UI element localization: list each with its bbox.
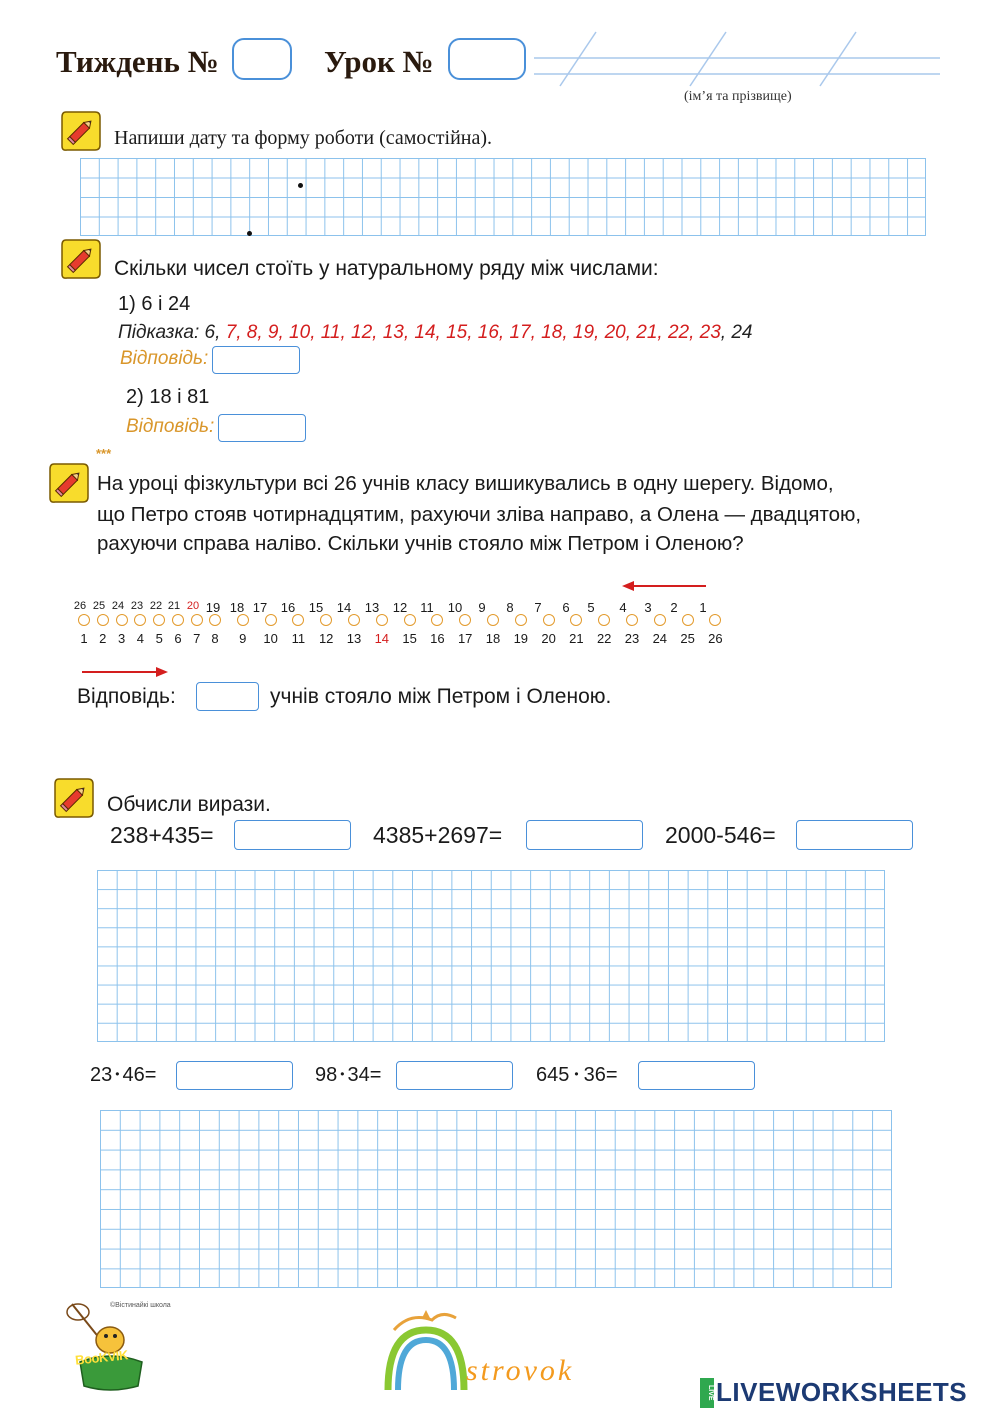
line-bottom-number: 10 [263, 631, 278, 646]
line-bottom-number: 4 [136, 631, 144, 646]
grid-dot [247, 231, 252, 236]
line-top-number: 18 [229, 600, 245, 615]
line-top-number: 19 [205, 600, 221, 615]
student-circle [404, 614, 416, 626]
expr-6: 645 • 36= [536, 1064, 618, 1086]
line-bottom-number: 20 [541, 631, 556, 646]
date-grid[interactable] [80, 158, 926, 236]
student-circle [191, 614, 203, 626]
line-bottom-number: 12 [318, 631, 334, 646]
line-bottom-number: 11 [291, 631, 306, 646]
task2-answer-2-input[interactable] [218, 414, 306, 442]
student-circle [292, 614, 304, 626]
line-top-number: 4 [619, 600, 627, 615]
student-circle [515, 614, 527, 626]
expr-1: 238+435= [110, 822, 214, 848]
line-top-number: 13 [364, 600, 380, 615]
line-top-number: 8 [506, 600, 514, 615]
calc-grid-1[interactable] [97, 870, 885, 1042]
line-bottom-number: 5 [155, 631, 163, 646]
week-number-input[interactable] [232, 38, 292, 80]
week-label: Тиждень № [56, 44, 219, 79]
line-top-number: 3 [644, 600, 652, 615]
student-circle [487, 614, 499, 626]
task3-answer-suffix: учнів стояло між Петром і Оленою. [270, 685, 612, 708]
line-top-number: 6 [562, 600, 570, 615]
expr-5: 98 • 34= [315, 1064, 382, 1086]
task3-line2: що Петро стояв чотирнадцятим, рахуючи зліва направо, а Олена — двадцятою, [97, 503, 862, 526]
line-top-number: 10 [447, 600, 463, 615]
expr-2: 4385+2697= [373, 822, 503, 848]
student-circle [78, 614, 90, 626]
student-circle [97, 614, 109, 626]
line-top-number: 5 [587, 600, 595, 615]
task4-text: Обчисли вирази. [107, 793, 271, 816]
task3-answer-input[interactable] [196, 682, 259, 711]
arrow-left-icon [620, 578, 710, 594]
lesson-number-input[interactable] [448, 38, 526, 80]
student-circle [709, 614, 721, 626]
line-top-number: 15 [308, 600, 324, 615]
student-circle [626, 614, 638, 626]
line-top-number: 24 [111, 600, 125, 612]
task3-line3: рахуючи справа наліво. Скільки учнів стояло між Петром і Оленою? [97, 532, 744, 555]
line-top-number: 17 [252, 600, 268, 615]
student-circle [153, 614, 165, 626]
line-bottom-number: 1 [80, 631, 88, 646]
student-circle [116, 614, 128, 626]
line-bottom-number: 6 [174, 631, 182, 646]
ostrovok-text: strovok [466, 1354, 575, 1387]
lesson-label: Урок № [324, 44, 434, 79]
student-circle [543, 614, 555, 626]
line-bottom-number: 25 [680, 631, 695, 646]
pencil-icon [51, 775, 97, 821]
line-bottom-number: 24 [652, 631, 668, 646]
grid-dot [298, 183, 303, 188]
line-bottom-number: 23 [624, 631, 640, 646]
pencil-icon [58, 108, 104, 154]
student-circle [320, 614, 332, 626]
student-circle [237, 614, 249, 626]
line-bottom-number: 7 [193, 631, 201, 646]
line-bottom-number: 13 [346, 631, 362, 646]
student-circle [598, 614, 610, 626]
line-top-number: 14 [336, 600, 352, 615]
student-circle [654, 614, 666, 626]
pencil-icon [46, 460, 92, 506]
task2-hint: Підказка: 6, 7, 8, 9, 10, 11, 12, 13, 14, 15, 16, 17, 18, 19, 20, 21, 22, 23, 24 [118, 322, 753, 343]
line-top-number: 25 [92, 600, 106, 612]
student-circle [570, 614, 582, 626]
line-top-number: 12 [392, 600, 408, 615]
line-bottom-number: 2 [99, 631, 107, 646]
expr-5-input[interactable] [396, 1061, 513, 1090]
student-circle [209, 614, 221, 626]
liveworksheets-logo: LIVEWORKSHEETS [716, 1377, 968, 1407]
line-top-number: 16 [280, 600, 296, 615]
line-top-number: 2 [670, 600, 678, 615]
pencil-icon [58, 236, 104, 282]
student-circle [134, 614, 146, 626]
calc-grid-2[interactable] [100, 1110, 892, 1288]
line-bottom-number: 18 [485, 631, 501, 646]
task2-answer-label: Відповідь: [120, 348, 209, 369]
line-bottom-number: 26 [708, 631, 723, 646]
line-bottom-number: 22 [596, 631, 612, 646]
line-bottom-number: 9 [239, 631, 247, 646]
line-bottom-number: 3 [117, 631, 126, 646]
expr-3-input[interactable] [796, 820, 913, 850]
expr-1-input[interactable] [234, 820, 351, 850]
student-circle [265, 614, 277, 626]
line-top-number: 26 [73, 600, 87, 612]
line-top-number: 1 [699, 600, 707, 615]
line-top-number: 21 [167, 600, 181, 612]
task3-answer-prefix: Відповідь: [77, 685, 176, 708]
student-circle [376, 614, 388, 626]
task2-answer-label-2: Відповідь: [126, 416, 215, 437]
line-bottom-number: 21 [569, 631, 584, 646]
task3-line1: На уроці фізкультури всі 26 учнів класу вишикувались в одну шерегу. Відомо, [97, 472, 834, 495]
expr-4-input[interactable] [176, 1061, 293, 1090]
line-bottom-number: 17 [457, 631, 473, 646]
task2-part1: 1) 6 і 24 [118, 293, 191, 315]
student-circle [348, 614, 360, 626]
student-circle [459, 614, 471, 626]
line-top-number: 9 [478, 600, 486, 615]
line-bottom-number: 16 [430, 631, 445, 646]
name-lines[interactable] [530, 28, 950, 88]
line-top-number: 23 [130, 600, 144, 612]
task2-text: Скільки чисел стоїть у натуральному ряду між числами: [114, 257, 659, 280]
line-top-number: 22 [149, 600, 163, 612]
student-circle [431, 614, 443, 626]
line-bottom-number: 14 [374, 631, 390, 646]
line-top-number: 20 [186, 600, 200, 612]
line-top-number: 7 [534, 600, 542, 615]
student-circle [682, 614, 694, 626]
publisher-small: ©Вістинайкі школа [110, 1302, 171, 1309]
line-top-number: 11 [420, 600, 434, 615]
line-bottom-number: 19 [513, 631, 529, 646]
expr-4: 23 • 46= [90, 1064, 157, 1086]
arrow-right-icon [80, 664, 170, 680]
student-circle [172, 614, 184, 626]
expr-6-input[interactable] [638, 1061, 755, 1090]
bookvik-text: BooKVIK [74, 1347, 129, 1368]
line-bottom-number: 8 [211, 631, 219, 646]
name-caption: (ім’я та прізвище) [684, 89, 792, 104]
expr-3: 2000-546= [665, 822, 776, 848]
difficulty-stars: *** [96, 446, 112, 461]
line-bottom-number: 15 [402, 631, 417, 646]
task1-text: Напиши дату та форму роботи (самостійна). [114, 127, 493, 149]
task2-part2: 2) 18 і 81 [126, 386, 210, 408]
lw-side-badge: LIVE [700, 1378, 714, 1408]
expr-2-input[interactable] [526, 820, 643, 850]
task2-answer-1-input[interactable] [212, 346, 300, 374]
